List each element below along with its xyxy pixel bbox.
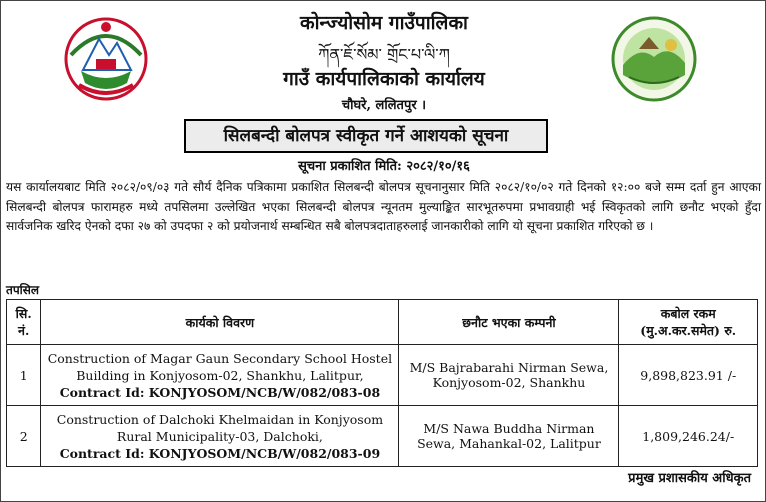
header-company: छनौट भएका कम्पनी [399, 300, 619, 345]
row-company: M/S Nawa Buddha Nirman Sewa, Mahankal-02, Lalitpur [399, 406, 619, 467]
header-amount: कबोल रकम (मु.अ.कर.समेत) रु. [619, 300, 758, 345]
notice-title: सिलबन्दी बोलपत्र स्वीकृत गर्ने आशयको सूचना [184, 119, 548, 153]
notice-body: यस कार्यालयबाट मिति २०८२/०९/०३ गते सौर्य दैनिक पत्रिकामा प्रकाशित सिलबन्दी बोलपत्र सूचनानुसार मिति २०८२/१०/०२ गते दिनको १२:०० बजे सम्म दर्ता हुन आएका सिलबन्दी बोलपत्र फारामहरु मध्ये तपसिलमा उल्लेखित भएका सिलबन्दी बोलपत्र न्यूनतम मुल्याङ्कित सारभूतरुपमा प्रभावग्राही भई स्विकृतको लागि छनौट भएको हुँदा सार्वजनिक खरिद ऐनको दफा २७ को उपदफा २ को प्रयोजनार्थ सम्बन्धित सबै बोलपत्रदाताहरुलाई जानकारीको लागि यो सूचना प्रकाशित गरिएको छ । [6, 180, 761, 233]
contract-id: Contract Id: KONJYOSOM/NCB/W/082/083-09 [59, 445, 381, 461]
award-table [6, 299, 758, 467]
row-amount: 1,809,246.24/- [619, 406, 758, 467]
signature-title: प्रमुख प्रशासकीय अधिकृत [628, 471, 751, 486]
letterhead [1, 1, 766, 121]
published-date: सूचना प्रकाशित मिति: २०८२/१०/१६ [298, 159, 470, 174]
office-address: चौघरे, ललितपुर । [341, 98, 427, 113]
header-sn: सि. नं. [7, 300, 41, 345]
row-sn: 2 [7, 406, 41, 467]
work-description: Construction of Magar Gaun Secondary School Hostel Building in Konjyosom-02, Shankhu, Lalitpur, [47, 350, 393, 383]
contract-id: Contract Id: KONJYOSOM/NCB/W/082/083-08 [59, 384, 381, 400]
municipality-name-tibetan: ཀོན་ཇོ་སོམ་ གྲོང་པ་ལི་ཀ [318, 45, 450, 64]
table-row [7, 406, 758, 467]
header-work: कार्यको विवरण [41, 300, 399, 345]
row-company: M/S Bajrabarahi Nirman Sewa, Konjyosom-02, Shankhu [399, 345, 619, 406]
office-name: गाउँ कार्यपालिकाको कार्यालय [283, 68, 485, 90]
details-label: तपसिल [6, 283, 40, 297]
table-row [7, 345, 758, 406]
work-description: Construction of Dalchoki Khelmaidan in Konjyosom Rural Municipality-03, Dalchoki, [56, 411, 384, 444]
municipality-name: कोन्ज्योसोम गाउँपालिका [300, 12, 468, 34]
row-work [41, 406, 399, 467]
table-header-row [7, 300, 758, 345]
row-work [41, 345, 399, 406]
row-sn: 1 [7, 345, 41, 406]
row-amount: 9,898,823.91 /- [619, 345, 758, 406]
